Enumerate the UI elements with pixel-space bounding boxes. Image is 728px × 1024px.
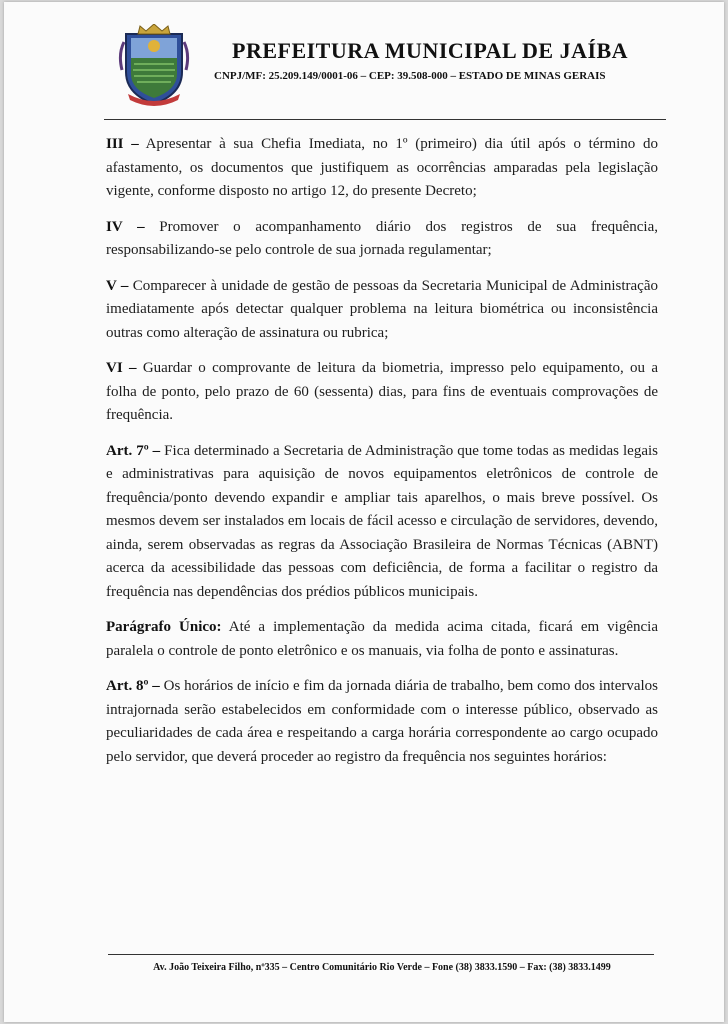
- paragraph-text: Promover o acompanhamento diário dos registros de sua frequência, responsabilizando-se pelo controle de sua jornada regulamentar;: [106, 218, 659, 258]
- paragraph-vi: [106, 357, 658, 428]
- page-title: PREFEITURA MUNICIPAL DE JAÍBA: [232, 38, 629, 63]
- paragraph-text: Apresentar à sua Chefia Imediata, no 1º (primeiro) dia útil após o término do afastamento, os documentos que justifiquem as ocorrências amparadas pela legislação vigente, conforme disposto no artigo 12, do presente Decreto;: [106, 136, 659, 199]
- article-8: [106, 675, 658, 769]
- footer-address: Av. João Teixeira Filho, nº335 – Centro Comunitário Rio Verde – Fone (38) 3833.1590 – Fax: (38) 3833.1499: [153, 962, 611, 973]
- paragraph-label: VI –: [106, 360, 137, 376]
- paragraph-label: Parágrafo Único:: [106, 619, 222, 635]
- document-page: [4, 2, 724, 1022]
- footer-divider: [108, 954, 654, 955]
- coat-of-arms-icon: [118, 24, 190, 106]
- paragraph-label: Art. 8º –: [106, 678, 160, 694]
- paragraph-text: Até a implementação da medida acima citada, ficará em vigência paralela o controle de ponto eletrônico e os manuais, via folha de ponto e assinaturas.: [106, 619, 658, 659]
- document-body: [106, 133, 658, 769]
- paragraph-text: Fica determinado a Secretaria de Administração que tome todas as medidas legais e administrativas para aquisição de novos equipamentos eletrônicos de controle de frequência/ponto devendo expandir e ampliar tais aparelhos, o mais breve possível. Os mesmos devem ser instalados em locais de fácil acesso e circulação de servidores, devendo, ainda, serem observadas as regras da Associação Brasileira de Normas Técnicas (ABNT) acerca da acessibilidade das pessoas com deficiência, de forma a facilitar o registro da frequência nas dependências dos prédios públicos municipais.: [106, 442, 658, 600]
- paragraph-iii: [106, 133, 658, 204]
- paragraph-label: Art. 7º –: [106, 442, 161, 459]
- paragraph-text: Os horários de início e fim da jornada diária de trabalho, bem como dos intervalos intrajornada serão estabelecidos em conformidade com o interesse público, observado as peculiaridades de cada área e respeitando a carga horária correspondente ao cargo ocupado pelo servidor, que deverá proceder ao registro da frequência nos seguintes horários:: [106, 678, 659, 765]
- header-divider: [104, 119, 666, 120]
- paragraph-v: [106, 275, 658, 346]
- letterhead: [4, 2, 724, 122]
- paragraph-text: Guardar o comprovante de leitura da biometria, impresso pelo equipamento, ou a folha de ponto, pelo prazo de 60 (sessenta) dias, para fins de eventuais comprovações de frequência.: [106, 360, 659, 423]
- paragraph-text: Comparecer à unidade de gestão de pessoas da Secretaria Municipal de Administração imediatamente após detectar qualquer problema na leitura biométrica ou inconsistência outras como alteração de assinatura ou rubrica;: [106, 277, 658, 341]
- paragraph-label: IV –: [106, 218, 145, 235]
- paragrafo-unico: [106, 616, 658, 663]
- header-subtitle: CNPJ/MF: 25.209.149/0001-06 – CEP: 39.508-000 – ESTADO DE MINAS GERAIS: [214, 70, 606, 82]
- paragraph-label: III –: [106, 136, 139, 152]
- paragraph-iv: [106, 216, 658, 263]
- paragraph-label: V –: [106, 277, 129, 294]
- article-7: [106, 440, 658, 605]
